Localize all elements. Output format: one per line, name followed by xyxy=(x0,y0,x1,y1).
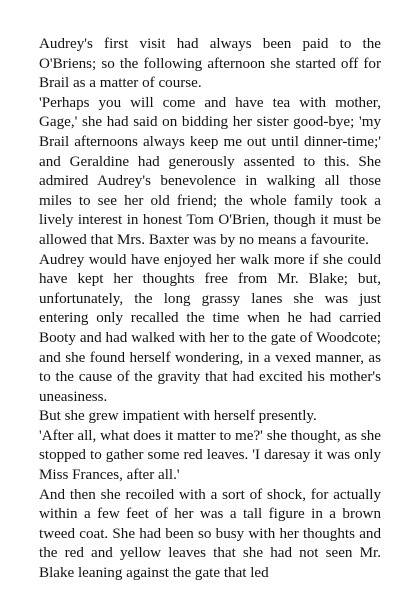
paragraph-3: Audrey would have enjoyed her walk more if she could have kept her thoughts free from Mr. Blake; but, unfortunately, the long grassy lanes she was just entering only recalled the time when he had carried Booty and had walked with her to the gate of Woodcote; and she found herself wondering, in a vexed manner, as to the cause of the gravity that had excited his mother's uneasiness. xyxy=(39,251,381,405)
paragraph-4: But she grew impatient with herself presently. xyxy=(39,408,317,425)
page-text xyxy=(39,35,381,584)
paragraph-6: And then she recoiled with a sort of shock, for actually within a few feet of her was a tall figure in a brown tweed coat. She had been so busy with her thoughts and the red and yellow leaves that she had not seen Mr. Blake leaning against the gate that led xyxy=(39,486,381,582)
paragraph-2: 'Perhaps you will come and have tea with mother, Gage,' she had said on bidding her sister good-bye; 'my Brail afternoons always keep me out until dinner-time;' and Geraldine had generously assented to this. She admired Audrey's benevolence in walking all those miles to see her old friend; the whole family took a lively interest in honest Tom O'Brien, though it must be allowed that Mrs. Baxter was by no means a favourite. xyxy=(39,94,381,248)
paragraph-5: 'After all, what does it matter to me?' she thought, as she stopped to gather some red leaves. 'I daresay it was only Miss Frances, after all.' xyxy=(39,427,381,484)
paragraph-1: Audrey's first visit had always been paid to the O'Briens; so the following afternoon she started off for Brail as a matter of course. xyxy=(39,36,381,92)
